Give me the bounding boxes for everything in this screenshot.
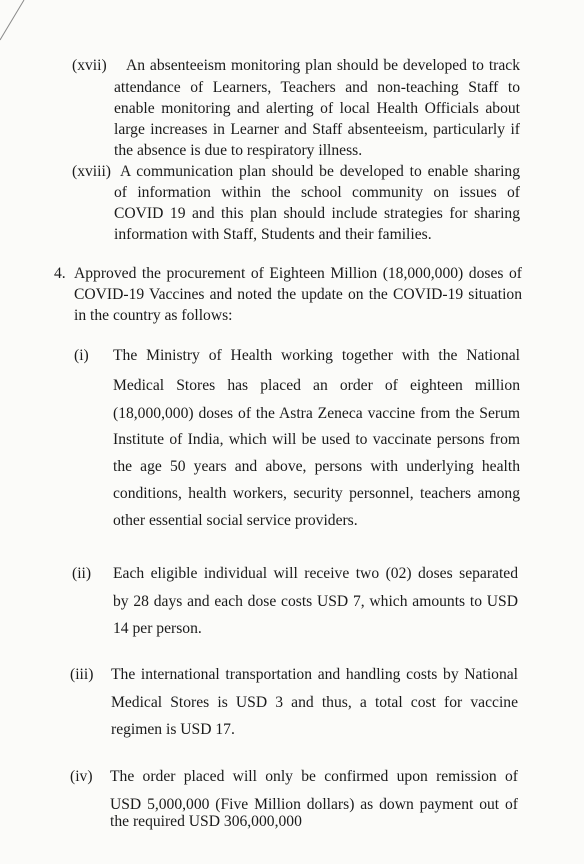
sub-i-line: other essential social service providers. xyxy=(113,512,358,529)
item-4-marker: 4. xyxy=(54,265,66,282)
sub-ii-line: by 28 days and each dose costs USD 7, which amounts to USD xyxy=(113,593,518,610)
item-4-line: COVID-19 Vaccines and noted the update on the COVID-19 situation xyxy=(74,286,522,303)
sub-iii-line: Medical Stores is USD 3 and thus, a total cost for vaccine xyxy=(111,694,518,711)
sub-iv-line: USD 5,000,000 (Five Million dollars) as down payment out of xyxy=(110,796,518,813)
sub-iv-marker: (iv) xyxy=(70,768,93,785)
sub-iii-line: regimen is USD 17. xyxy=(111,721,235,738)
sub-i-line: Medical Stores has placed an order of eighteen million xyxy=(113,377,520,394)
sub-i-line: Institute of India, which will be used to vaccinate persons from xyxy=(113,431,520,448)
sub-iv-line: the required USD 306,000,000 xyxy=(110,813,302,830)
item-xvii-line: enable monitoring and alerting of local Health Officials about xyxy=(114,100,520,117)
sub-ii-line: Each eligible individual will receive two (02) doses separated xyxy=(113,565,518,582)
item-4-line: in the country as follows: xyxy=(74,307,233,324)
sub-i-line: the age 50 years and above, persons with underlying health xyxy=(113,458,520,475)
item-xvii-line: large increases in Learner and Staff absenteeism, particularly if xyxy=(114,121,520,138)
item-xvii-line: attendance of Learners, Teachers and non-teaching Staff to xyxy=(114,79,520,96)
sub-iv-line: The order placed will only be confirmed upon remission of xyxy=(110,768,518,785)
item-xvii-line: An absenteeism monitoring plan should be developed to track xyxy=(126,57,520,74)
item-xviii-marker: (xviii) xyxy=(72,163,111,180)
sub-i-line: (18,000,000) doses of the Astra Zeneca vaccine from the Serum xyxy=(113,405,520,422)
sub-iv-cut-line xyxy=(110,813,320,832)
sub-ii-line: 14 per person. xyxy=(113,620,202,637)
sub-i-line: The Ministry of Health working together with the National xyxy=(113,347,520,364)
item-xvii-marker: (xvii) xyxy=(72,57,107,74)
item-xviii-line: information with Staff, Students and their families. xyxy=(114,226,432,243)
sub-iii-line: The international transportation and handling costs by National xyxy=(111,666,518,683)
sub-iii-marker: (iii) xyxy=(70,666,94,683)
sub-i-line: conditions, health workers, security personnel, teachers among xyxy=(113,485,520,502)
sub-ii-marker: (ii) xyxy=(72,565,92,582)
item-xviii-line: A communication plan should be developed to enable sharing xyxy=(120,163,520,180)
item-4-line: Approved the procurement of Eighteen Million (18,000,000) doses of xyxy=(74,265,522,282)
sub-i-marker: (i) xyxy=(74,347,89,364)
item-xvii-line: the absence is due to respiratory illness. xyxy=(114,142,363,159)
item-xviii-line: of information within the school community on issues of xyxy=(114,184,520,201)
item-xviii-line: COVID 19 and this plan should include strategies for sharing xyxy=(114,205,520,222)
